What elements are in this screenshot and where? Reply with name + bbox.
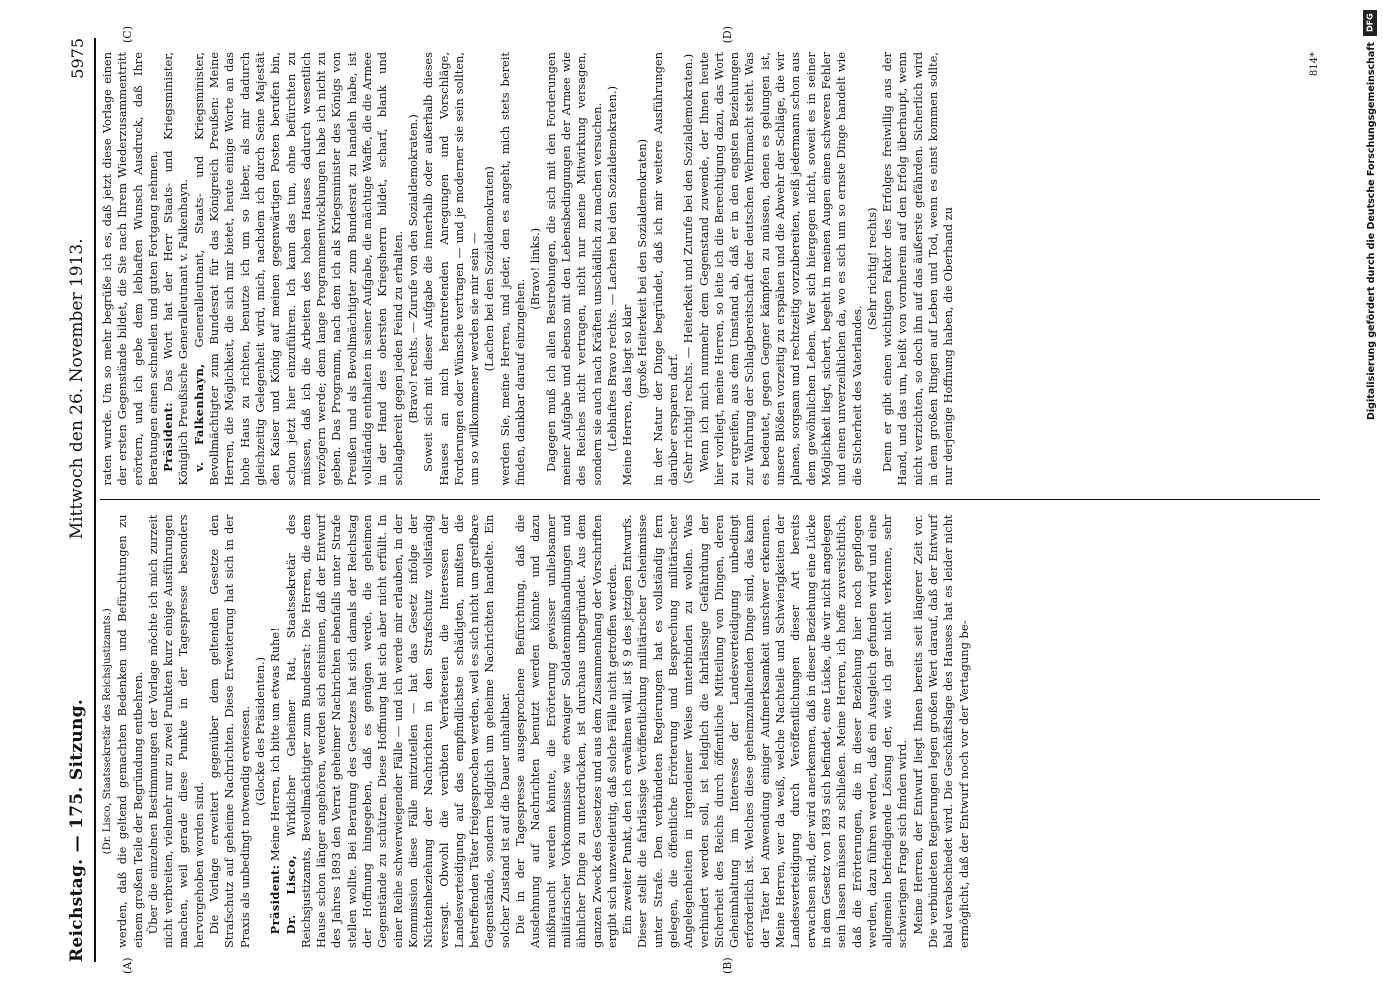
speech-text: Das Wort hat der Herr Staats- und Kriegsminister, Königlich Preußische Generalleutnant v. Falkenhayn. <box>161 51 191 486</box>
paragraph: Die in der Tagespresse ausgesprochene Befürchtung, daß die Ausdehnung auf Nachrichten benutzt werden könnte und dazu mißbraucht werden könnte, die Erörterung gewisser unliebsamer militärischer Vorkommnisse wie etwaiger Soldatenmißhandlungen und ähnlicher Dinge zu unterdrücken, ist durchaus unbegründet. Aus dem ganzen Zweck des Gesetzes und aus dem Zusammenhang der Vorschriften ergibt sich unzweideutig, daß solche Fälle nicht getroffen werden. <box>513 514 619 948</box>
paragraph: Meine Herren, das liegt so klar <box>620 304 635 486</box>
paragraph: in der Natur der Dinge begründet, daß ich mir weitere Ausführungen darüber ersparen darf. <box>650 52 680 486</box>
margin-marker-b: (B) <box>721 957 734 974</box>
speaker-name: Dr. Lisco, <box>283 855 298 935</box>
stage-direction: (Lebhaftes Bravo rechts. — Lachen bei den Sozialdemokraten.) <box>604 85 619 452</box>
signature-mark: 814* <box>1308 52 1320 77</box>
paragraph: Wenn ich mich nunmehr dem Gegenstand zuwende, der Ihnen heute hier vorliegt, meine Herren, so leite ich die Berechtigung dazu, das Wort zu ergreifen, aus dem Umstand ab, daß er in den engsten Beziehungen zur Wahrung der Schlagbereitschaft der deutschen Wehrmacht steht. Was es bedeutet, gegen Gegner kämpfen zu müssen, denen es gelungen ist, unsere Blößen vorzeitig zu erspähen und die Abwehr der Schläge, die wir planen, sorgsam und rechtzeitig vorzubereiten, weiß jedermann schon aus dem gewöhnlichen Leben. Wer sich hiergegen nicht, soweit es in seiner Möglichkeit liegt, sichert, begeht in meinen Augen einen schweren Fehler und einen unverzeihlichen da, wo es sich um so ernste Dinge handelt wie die Sicherheit des Vaterlandes. <box>696 52 864 486</box>
margin-marker-a: (A) <box>121 957 134 974</box>
document-page <box>56 20 1326 980</box>
speech-text: Meine Herren, ich bitte um etwas Ruhe! <box>268 627 283 862</box>
speaker-title: Wirklicher Geheimer Rat, Staatssekretär des Reichsjustizamts, Bevollmächtigter zum Bundesrat: <box>283 514 313 948</box>
stage-direction: (Bravo! rechts. — Zurufe von den Sozialdemokraten.) <box>405 114 420 424</box>
paragraph: Meine Herren, der Entwurf liegt Ihnen bereits seit längerer Zeit vor. Die verbündeten Regierungen legen großen Wert darauf, daß der Entwurf bald verabschiedet wird. Die Geschäftslage des Hauses hat es leider nicht ermöglicht, daß der Entwurf noch vor der Vertagung be- <box>910 514 971 948</box>
paragraph: Dagegen muß ich allen Bestrebungen, die sich mit den Forderungen meiner Aufgabe und ebenso mit den Lebensbedingungen der Armee wie des Reiches nicht vertragen, nicht nur meine Mitwirkung versagen, sondern sie auch nach Kräften unschädlich zu machen versuchen. <box>543 52 604 486</box>
stage-direction: (Sehr richtig! rechts) <box>864 207 879 331</box>
speech-text: Die Herren, die dem Hause schon länger angehören, werden sich entsinnen, daß der Entwurf des Jahres 1893 den Verrat geheimer Nachrichten ebenfalls unter Strafe stellen wollte. Bei Beratung des Gesetzes hat sich damals der Reichstag der Hoffnung hingegeben, daß es genügen werde, die geheimen Gegenstände zu schützen. Diese Hoffnung hat sich aber nicht erfüllt. In einer Reihe schwerwiegender Fälle — und ich werde mir erlauben, in der Kommission diese Fälle mitzuteilen — hat das Gesetz infolge der Nichteinbeziehung der Nachrichten in den Strafschutz vollständig versagt. Obwohl die verübten Verrätereien die Interessen der Landesverteidigung auf das empfindlichste schädigten, mußten die betreffenden Täter freigesprochen werden, weil es sich nicht um greifbare Gegenstände, sondern lediglich um geheime Nachrichten handelte. Ein solcher Zustand ist auf die Dauer unhaltbar. <box>298 514 512 948</box>
margin-marker-d: (D) <box>721 26 734 44</box>
header-session: Reichstag. — 175. Sitzung. <box>67 698 87 962</box>
paragraph: Denn er gibt einen wichtigen Faktor des Erfolges freiwillig aus der Hand, und das um, heißt von vornherein auf den Erfolg überhaupt, wenn nicht verzichten, so doch ihn auf das äußerste gefährden. Sicherlich wird in dem großen Ringen auf Leben und Tod, wenn es einst kommen sollte, nur derjenige Hoffnung haben, die Oberhand zu <box>880 52 956 486</box>
paragraph: Ein zweiter Punkt, den ich erwähnen will, ist § 9 des jetzigen Entwurfs. Dieser stellt die fahrlässige Veröffentlichung militärischer Geheimnisse unter Strafe. Den verbündeten Regierungen hat es vollständig fern gelegen, die öffentliche Erörterung und Besprechung militärischer Angelegenheiten in irgendeiner Weise unterbinden zu wollen. Was verhindert werden soll, ist lediglich die fahrlässige Gefährdung der Sicherheit des Reichs durch öffentliche Mitteilung von Dingen, deren Geheimhaltung im Interesse der Landesverteidigung unbedingt erforderlich ist. Welches diese geheimzuhaltenden Dinge sind, das kann der Täter bei Anwendung einiger Aufmerksamkeit unschwer erkennen. Meine Herren, wer da weiß, welche Nachteile und Schwierigkeiten der Landesverteidigung durch Veröffentlichungen dieser Art bereits erwachsen sind, der wird anerkennen, daß in dieser Beziehung eine Lücke in dem Gesetz von 1893 sich befindet, eine Lücke, die wir nicht angelegen sein lassen müssen zu schließen. Meine Herren, ich hoffe zuversichtlich, daß die Erörterungen, die in dieser Beziehung hier noch gepflogen werden, dazu führen werden, daß ein Ausgleich gefunden wird und eine allgemein befriedigende Lösung der, wie ich gar nicht verkenne, sehr schwierigen Frage sich finden wird. <box>620 514 910 948</box>
paragraph: werden, daß die geltend gemachten Bedenken und Befürchtungen zu einem großen Teile der Begründung entbehren. <box>115 514 145 948</box>
speaker-name: v. Falkenhayn, <box>191 363 206 472</box>
stage-direction: (Bravo! links.) <box>528 227 543 310</box>
paragraph: Über die einzelnen Bestimmungen der Vorlage möchte ich mich zurzeit nicht verbreiten, vielmehr nur zu zwei Punkten kurz einige Ausführungen machen, weil gerade diese Punkte in der Tagespresse besonders hervorgehoben worden sind. <box>145 514 206 948</box>
running-speaker: (Dr. Lisco, Staatssekretär des Reichsjustizamts.) <box>102 608 113 855</box>
speech-text: Meine Herren, die Möglichkeit, die sich mir bietet, heute einige Worte an das hohe Haus zu richten, benutze ich um so lieber, als mir dadurch gleichzeitig Gelegenheit wird, mich, nachdem ich durch Seine Majestät den Kaiser und König auf meinen gegenwärtigen Posten berufen bin, schon jetzt hier einzuführen. Ich kann das tun, ohne befürchten zu müssen, daß ich die Arbeiten des hohen Hauses dadurch wesentlich verzögern werde; denn lange Programmentwicklungen habe ich nicht zu geben. Das Programm, nach dem ich als Kriegsminister des Königs von Preußen und als Bevollmächtigter zum Bundesrat zu handeln habe, ist vollständig enthalten in seiner Aufgabe, die mächtige Waffe, die die Armee in der Hand des obersten Kriegsherrn bildet, scharf, blank und schlagbereit gegen jeden Feind zu erhalten. <box>207 52 405 486</box>
speaker-name: Präsident: <box>268 864 283 935</box>
stage-direction: (große Heiterkeit bei den Sozialdemokraten) <box>635 138 650 399</box>
stage-direction: (Sehr richtig! rechts. — Heiterkeit und Zurufe bei den Sozialdemokraten.) <box>681 53 696 484</box>
paragraph: raten wurde. Um so mehr begrüße ich es, daß jetzt diese Vorlage einen der ersten Gegenstände bildet, die Sie nach Ihrem Wiederzusammentritt erörtern, und ich gebe dem lebhaften Wunsch Ausdruck, daß Ihre Beratungen einen schnellen und guten Fortgang nehmen. <box>100 52 160 486</box>
column-right <box>100 26 1320 501</box>
dfg-logo: DFG <box>1363 10 1377 36</box>
speaker-name: Präsident: <box>161 402 176 472</box>
header-date: Mittwoch den 26. November 1913. <box>67 238 87 540</box>
speaker-title: Generalleutnant, Staats- und Kriegsminister, Bevollmächtigter zum Bundesrat für das Königreich Preußen: <box>191 51 222 486</box>
column-left <box>100 501 1320 974</box>
paragraph: Die Vorlage erweitert gegenüber dem geltenden Gesetze den Strafschutz auf geheime Nachrichten. Diese Erweiterung hat sich in der Praxis als unbedingt notwendig erwiesen. <box>207 514 252 948</box>
paragraph: Soweit sich mit dieser Aufgabe die innerhalb oder außerhalb dieses Hauses an mich herantretenden Anregungen und Vorschläge, Forderungen oder Wünsche vertragen — und je moderner sie sein sollten, um so willkommener werden sie mir sein — <box>421 52 482 486</box>
text-columns <box>100 26 1320 974</box>
digitization-note: Digitalisierung gefördert durch die Deutsche Forschungsgemeinschaft <box>1366 42 1377 420</box>
stage-direction: (Lachen bei den Sozialdemokraten) <box>482 166 497 372</box>
stage-direction: (Glocke des Präsidenten.) <box>252 656 267 806</box>
paragraph: werden Sie, meine Herren, und jeder, den es angeht, mich stets bereit finden, dankbar darauf einzugehen. <box>497 52 528 486</box>
page-number: 5975 <box>67 38 87 79</box>
margin-marker-c: (C) <box>121 26 134 43</box>
page-header <box>60 38 96 962</box>
